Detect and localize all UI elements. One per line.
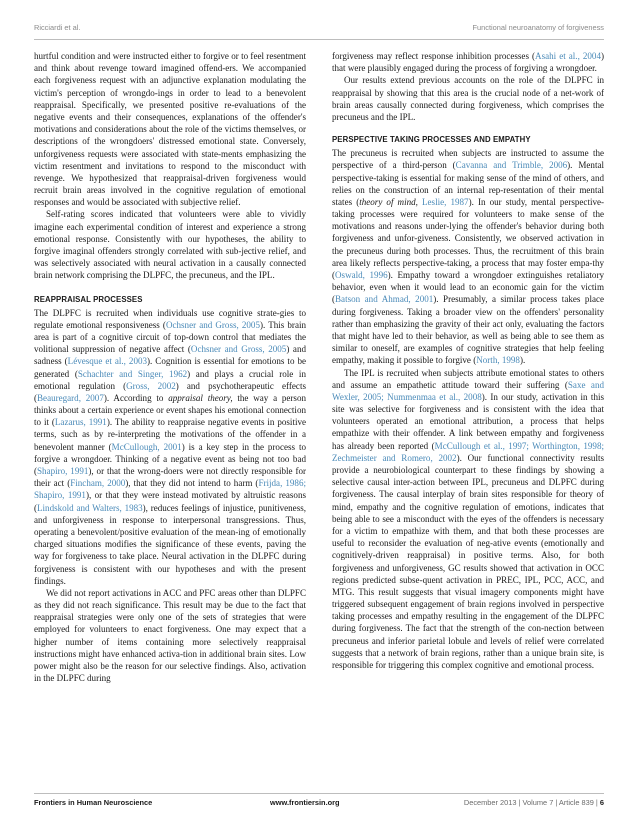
page-number: 6 [599,798,604,807]
left-column [34,50,306,684]
citation-link[interactable]: Lazarus, 1991 [54,417,107,428]
citation-link[interactable]: North, 1998 [476,355,520,366]
running-head-authors: Ricciardi et al. [34,23,81,32]
footer [34,798,604,812]
section-heading-perspective-taking: PERSPECTIVE TAKING PROCESSES AND EMPATHY [332,135,531,145]
citation-link[interactable]: Schachter and Singer, 1962 [77,368,188,379]
citation-link[interactable]: Leslie, 1987 [417,196,469,207]
paragraph: Self-rating scores indicated that volunteers were able to vividly imagine each experimental condition of interest and experience a strong emotional response. Consistently with our hypotheses, the ability to forgive imaginal offenders strongly correlated with sub-jective relief, and was selectively associated with neural activation in a causally connected brain network comprising the DLPFC, the precuneus, and the IPL. [34,209,306,281]
citation-link[interactable]: Fincham, 2000 [70,478,126,489]
citation-link[interactable]: Lindskold and Walters, 1983 [37,502,143,513]
running-head [34,23,604,37]
running-head-title: Functional neuroanatomy of forgiveness [472,23,604,32]
right-column [332,50,604,671]
journal-name: Frontiers in Human Neuroscience [34,798,153,807]
paragraph: Our results extend previous accounts on the role of the DLPFC in reappraisal by showing that this area is the crucial node of a net-work of brain areas causally connected during forgiveness, which comprises the precuneus and the IPL. [332,75,604,122]
paragraph: We did not report activations in ACC and PFC areas other than DLPFC as they did not reach significance. This result may be due to the fact that reappraisal strategies were only one of the sets of strategies that were employed for volunteers to enact forgiveness. One may expect that a higher number of items containing more selectively reappraisal instructions might have enhanced activa-tion in additional brain sites. Low power might also be the reason for our selective findings. Also, activation in the DLPFC during [34,587,306,684]
citation-link[interactable]: Gross, 2002 [126,380,176,391]
paragraph: forgiveness may reflect response inhibition processes (Asahi et al., 2004) that were plausibly engaged during the process of forgiving a wrongdoer. [332,51,604,74]
issue-info: December 2013 | Volume 7 | Article 839 | 6 [463,798,604,807]
paragraph: The IPL is recruited when subjects attribute emotional states to others and assume an empathetic attitude toward their suffering (Saxe and Wexler, 2005; Nummenmaa et al., 2008). In our study, activation in this site was selective for forgiveness and is consistent with the idea that volunteers operated an emotional attribution, a process that helps empathize with their offender. A link between empathy and forgiveness has already been reported (McCullough et al., 1997; Worthington, 1998; Zechmeister and Romero, 2002). Our functional connectivity results provide a neurobiological counterpart to these findings by showing a selective causal inter-action between IPL, precuneus and DLPFC during forgiveness. The causal interplay of brain sites responsible for theory of mind, empathy and the cognitive regulation of emotions, indicates that being able to see a misconduct with the eyes of the offenders is necessary for a victim to empathize with them, and that both these processes are useful to reconsider the evaluation of neg-ative events (emotionally and cognitively-driven reappraisal) in positive terms. Also, for both forgiveness and unforgiveness, GC results showed that activation in OCC regions predicted subse-quent activation in PREC, IPL, PCC, ACC, and MTG. This result suggests that visual imagery components might have triggered subsequent engagement of brain regions involved in perspective taking processes and empathy resulting in the engagement of the DLPFC during forgiveness. The fact that the strength of the con-nection between precuneus and inferior parietal lobule and levels of relief were correlated suggests that a network of brain regions, rather than a unique brain site, is responsible for triggering this complex cognitive and emotional process. [332,367,605,670]
citation-link[interactable]: McCullough, 2001 [111,441,182,452]
paragraph: The DLPFC is recruited when individuals use cognitive strate-gies to regulate emotional responsiveness (Ochsner and Gross, 2005). This brain area is part of a cognitive circuit of top-down control that mediates the volitional suppression of negative affect (Ochsner and Gross, 2005) and sadness (Lévesque et al., 2003). Cognition is essential for emotions to be generated (Schachter and Singer, 1962) and plays a crucial role in emotional regulation (Gross, 2002) and psychotherapeutic effects (Beauregard, 2007). According to appraisal theory, the way a person thinks about a certain experience or event shapes his emotional connection to it (Lazarus, 1991). The ability to reappraise negative events in positive terms, such as by re-interpreting the motivations of the offender in a benevolent manner (McCullough, 2001) is a key step in the process to forgive a wrongdoer. Thinking of a negative event as being not too bad (Shapiro, 1991), or that the wrong-doers were not directly responsible for their act (Fincham, 2000), that they did not intend to harm (Frijda, 1986; Shapiro, 1991), or that they were instead motivated by altruistic reasons (Lindskold and Walters, 1983), reduces feelings of injustice, punitiveness, and unforgiveness in response to interpersonal transgressions. Thus, operating a benevolent/positive evaluation of the mean-ing of emotionally charged situations modifies the significance of these events, paving the way for forgiveness to take place. Neural activation in the DLPFC during forgiveness is consistent with our hypotheses and with the present findings. [34,307,307,586]
citation-link[interactable]: Saxe and Wexler, 2005; Nummenmaa et al., 2008 [332,379,604,402]
citation-link[interactable]: Ochsner and Gross, 2005 [190,344,287,355]
citation-link[interactable]: Cavanna and Trimble, 2006 [455,160,568,171]
citation-link[interactable]: Oswald, 1996 [335,270,388,280]
paragraph: The precuneus is recruited when subjects are instructed to assume the perspective of a third-person (Cavanna and Trimble, 2006). Mental perspective-taking is essential for making sense of the mind of others, and relies on the construction of an internal rep-resentation of their mental states (theory of mind, Leslie, 1987). In our study, mental perspective-taking processes were required for volunteers to make sense of the motivations and reasons under-lying the offender's behavior during both forgiveness and unfor-giveness. Consistently, we observed activation in the precuneus during both processes. Thus, the recruitment of this brain area likely reflects perspective-taking, a process that may foster empa-thy (Oswald, 1996). Empathy toward a wrongdoer extinguishes retaliatory behavior, even when it would lead to an economic gain for the victim (Batson and Ahmad, 2001). Presumably, a similar process takes place during forgiveness. Taking a broader view on the offenders' personality rather than emphasizing the gravity of their act only, evaluating the factors that might have led to their behavior, as well as being able to see them as similar to oneself, are examples of cognitive strategies that help feeling empathy, making it possible to forgive (North, 1998). [332,148,605,366]
citation-link[interactable]: Beauregard, 2007 [37,392,104,403]
citation-link[interactable]: Shapiro, 1991 [37,466,89,476]
section-heading-reappraisal: REAPPRAISAL PROCESSES [34,294,143,304]
citation-link[interactable]: McCullough et al., 1997; Worthington, 1998; Zechmeister and Romero, 2002 [332,440,604,463]
citation-link[interactable]: Lévesque et al., 2003 [67,356,148,367]
journal-url-link[interactable]: www.frontiersin.org [270,798,340,807]
citation-link[interactable]: Batson and Ahmad, 2001 [335,294,434,305]
header-divider [34,39,604,40]
citation-link[interactable]: Frijda, 1986; Shapiro, 1991 [34,478,306,501]
citation-link[interactable]: Ochsner and Gross, 2005 [165,319,260,330]
citation-link[interactable]: Asahi et al., 2004 [535,51,601,61]
footer-divider [34,793,604,794]
paragraph: hurtful condition and were instructed either to forgive or to feel resentment and think about revenge toward imagined offend-ers. We accompanied each forgiveness request with an adjunctive explanation modulating the victim's perception of wrongdo-ings in order to lead to a benevolent reappraisal. Specifically, we presented positive re-evaluations of the negative events and their consequences, explanations of the offender's motivations and considerations about the role of the victims themselves, or descriptions of the wrongdoers' distressed emotional state. Conversely, unforgiveness requests were associated with state-ments emphasizing the victim resentment and invitations to respond to the misconduct with revenge. We hypothesized that reappraisal-driven forgiveness would recruit brain areas involved in the cognitive regulation of emotional responses and would be associated with subjective relief. [34,51,306,208]
